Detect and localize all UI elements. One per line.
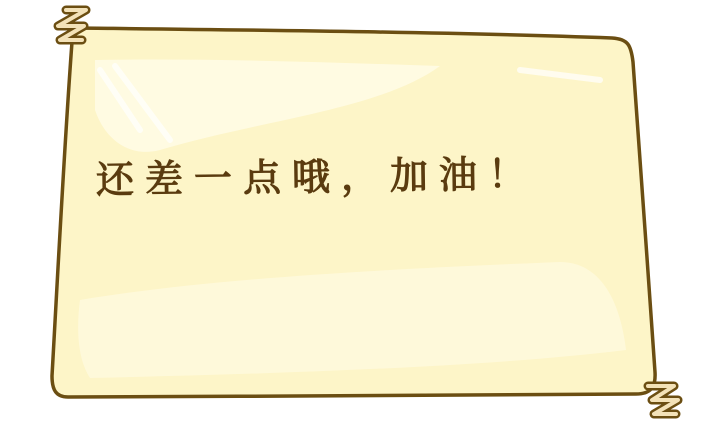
encouragement-message: 还差一点哦，加油！ xyxy=(95,151,538,202)
zigzag-spring-icon-bottom-right xyxy=(648,386,678,414)
zigzag-spring-icon-top-left xyxy=(58,10,86,40)
